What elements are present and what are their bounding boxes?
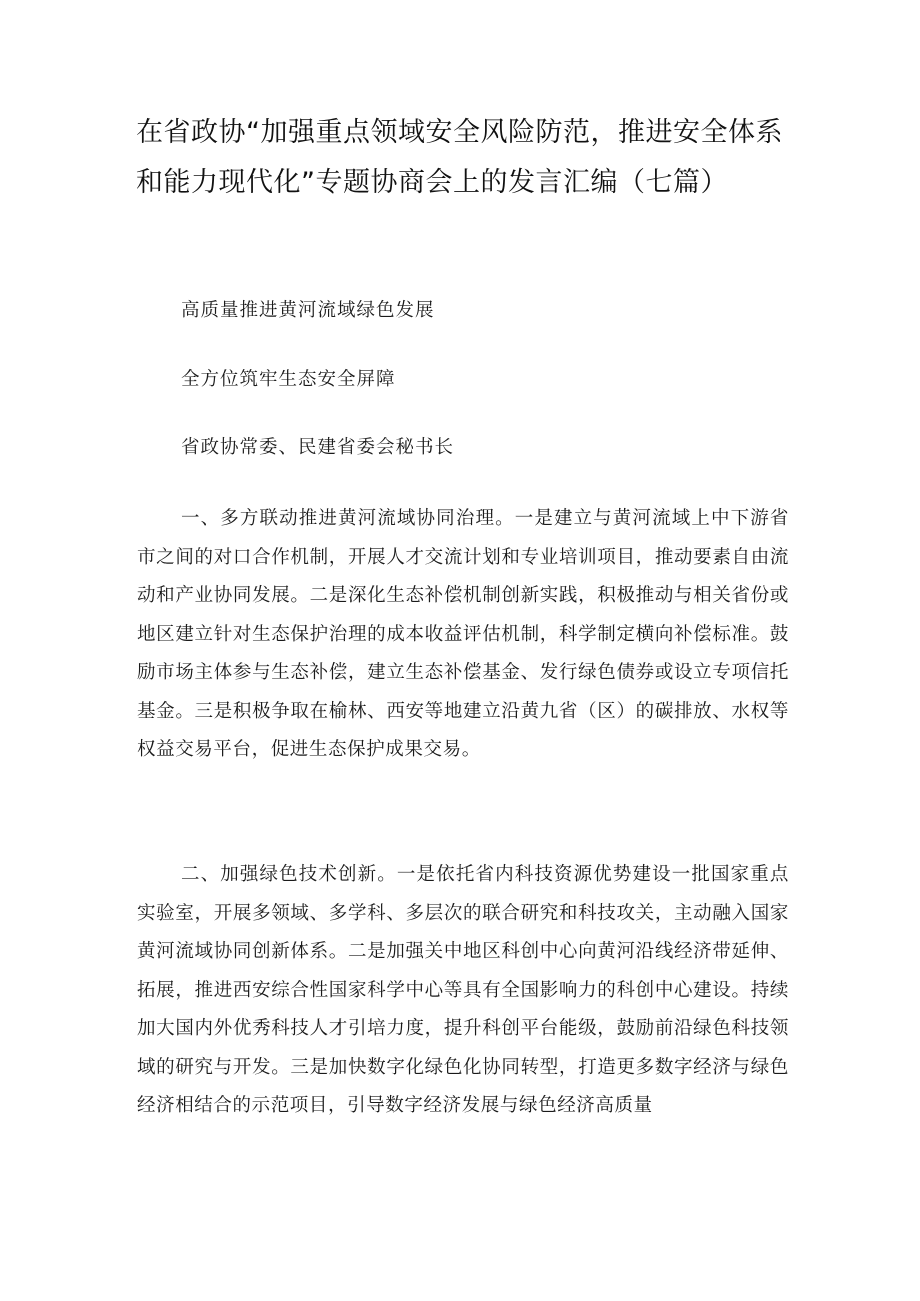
heading-subtopic: 全方位筑牢生态安全屏障 [181,369,396,390]
heading-speaker: 省政协常委、民建省委会秘书长 [181,437,455,458]
body-paragraph-2: 二、加强绿色技术创新。一是依托省内科技资源优势建设一批国家重点实验室，开展多领域、多学科、多层次的联合研究和科技攻关，主动融入国家黄河流域协同创新体系。二是加强关中地区科创中心向黄河沿线经济带延伸、拓展，推进西安综合性国家科学中心等具有全国影响力的科创中心建设。持续加大国内外优秀科技人才引培力度，提升科创平台能级，鼓励前沿绿色科技领域的研究与开发。三是加快数字化绿色化协同转型，打造更多数字经济与绿色经济相结合的示范项目，引导数字经济发展与绿色经济高质量 [137,864,789,1116]
document-title: 在省政协“加强重点领域安全风险防范，推进安全体系和能力现代化”专题协商会上的发言汇编（七篇） [136,117,783,198]
heading-topic: 高质量推进黄河流域绿色发展 [181,300,435,321]
body-paragraph-1: 一、多方联动推进黄河流域协同治理。一是建立与黄河流域上中下游省市之间的对口合作机制，开展人才交流计划和专业培训项目，推动要素自由流动和产业协同发展。二是深化生态补偿机制创新实践，积极推动与相关省份或地区建立针对生态保护治理的成本收益评估机制，科学制定横向补偿标准。鼓励市场主体参与生态补偿，建立生态补偿基金、发行绿色债券或设立专项信托基金。三是积极争取在榆林、西安等地建立沿黄九省（区）的碳排放、水权等权益交易平台，促进生态保护成果交易。 [137,508,789,760]
